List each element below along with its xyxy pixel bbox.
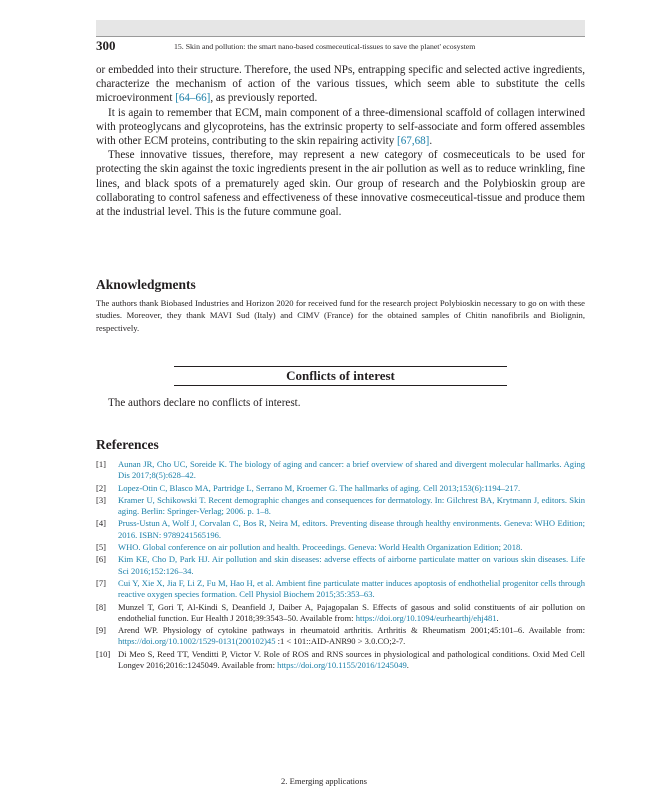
reference-text[interactable]: Pruss-Ustun A, Wolf J, Corvalan C, Bos R, Neira M, editors. Preventing disease through healthy environments. Geneva: WHO Edition; 2016. ISBN: 9789241565196. [118,518,585,540]
citation-link[interactable]: [64–66] [175,92,211,105]
paragraph-1-tail: , as previously reported. [210,92,318,105]
reference-text[interactable]: Lopez-Otin C, Blasco MA, Partridge L, Serrano M, Kroemer G. The hallmarks of aging. Cell 2013;153(6):1194–217. [118,482,521,493]
reference-item [96,483,585,494]
reference-number: [1] [96,459,106,469]
reference-number: [4] [96,518,106,529]
reference-tail: :1 < 101::AID-ANR90 > 3.0.CO;2-7. [275,636,406,647]
reference-item [96,578,585,601]
paragraph-1-text: or embedded into their structure. Therefore, the used NPs, entrapping specific and selected active ingredients, characterize the mechanism of action of the various tissues, which seem able to substitute the cells microevironment [96,64,585,105]
reference-number: [10] [96,648,111,659]
body-text [96,63,585,219]
conflicts-heading: Conflicts of interest [286,368,395,383]
reference-text: Di Meo S, Reed TT, Venditti P, Victor V. Role of ROS and RNS sources in physiological and pathological conditions. Oxid Med Cell Longev 2016;2016::1245049. Available from: [118,648,585,671]
citation-link[interactable]: [67,68] [397,135,430,148]
footer-text: 2. Emerging applications [280,776,367,786]
paragraph-3: These innovative tissues, therefore, may represent a new category of cosmeceuticals to be used for protecting the skin against the toxic ingredients present in the air pollution as well as to reduce wrinkling, fine lines, and black spots of a prematurely aged skin. Our group of research and the Polybioskin group are collaborating to control safeness and effectiveness of these innovative cosmeceutical-tissue and produce them at the industrial level. This is the future commune goal. [96,149,585,219]
reference-tail: . [406,660,409,671]
paragraph-2 [96,106,585,149]
reference-number: [7] [96,577,106,588]
reference-item [96,625,585,648]
paragraph-1 [96,63,585,106]
reference-number: [2] [96,482,106,493]
acknowledgments-text: The authors thank Biobased Industries and Horizon 2020 for received fund for the research project Polybioskin necessary to go on with these studies. Moreover, they thank MAVI Sud (Italy) and CIMV (France) for the obtained samples of Chitin nanofibrils and Biolignin, respectively. [96,298,585,333]
reference-number: [8] [96,601,106,612]
reference-item [96,542,585,553]
reference-text: Arend WP. Physiology of cytokine pathways in rheumatoid arthritis. Arthritis & Rheumatism 2001;45:101–6. Available from: [118,625,585,636]
reference-number: [5] [96,542,106,553]
reference-text[interactable]: Kim KE, Cho D, Park HJ. Air pollution and skin diseases: adverse effects of airborne particulate matter on various skin diseases. Life Sci 2016;152:126–34. [118,554,585,576]
reference-text[interactable]: Aunan JR, Cho UC, Soreide K. The biology of aging and cancer: a brief overview of shared and divergent molecular hallmarks. Aging Dis 2017;8(5):628–42. [118,459,585,481]
paragraph-2-text: It is again to remember that ECM, main component of a three-dimensional scaffold of collagen interwined with proteoglycans and glycoproteins, has the extrinsic property to self-associate and form offered assembles with other ECM proteins, contributing to the skin repairing activity [96,106,585,148]
conflicts-text: The authors declare no conflicts of interest. [108,397,301,409]
paragraph-2-tail: . [429,135,433,148]
page-number: 300 [96,38,116,53]
reference-doi-link[interactable]: https://doi.org/10.1002/1529-0131(200102)45 [118,636,276,647]
header-bar [96,20,585,37]
reference-item [96,518,585,541]
references-heading: References [96,437,159,452]
reference-text[interactable]: WHO. Global conference on air pollution and health. Proceedings. Geneva: World Health Organization Edition; 2018. [118,542,523,553]
reference-doi-link[interactable]: https://doi.org/10.1155/2016/1245049 [277,660,407,671]
reference-item [96,495,585,518]
reference-item [96,554,585,577]
reference-text[interactable]: Cui Y, Xie X, Jia F, Li Z, Fu M, Hao H, et al. Ambient fine particulate matter induces apoptosis of endhothelial progenitor cells through reactive oxygen species formation. Cell Physiol Biochem 2015;35:353–63. [118,577,585,600]
reference-number: [3] [96,494,106,505]
reference-list [96,459,585,672]
reference-tail: . [496,612,499,623]
reference-number: [9] [96,625,106,636]
acknowledgments-heading: Aknowledgments [96,277,196,292]
coi-rule-top [174,366,507,367]
reference-item [96,459,585,482]
coi-rule-bottom [174,385,507,386]
reference-doi-link[interactable]: https://doi.org/10.1094/eurhearthj/ehj481 [355,612,497,623]
reference-text: Munzel T, Gori T, Al-Kindi S, Deanfield J, Daiber A, Pajagopalan S. Effects of gasous and solid constituents of air pollution on endothelial function. Eur Health J 2018;39:3543–50. Available from: [118,601,585,623]
running-title: 15. Skin and pollution: the smart nano-based cosmeceutical-tissues to save the planet' ecosystem [174,42,476,51]
reference-text[interactable]: Kramer U, Schikowski T. Recent demographic changes and consequences for dermatology. In: Gilchrest BA, Krytmann J, editors. Skin aging. Berlin: Springer-Verlag; 2006. p. 1–8. [118,494,585,517]
reference-item [96,602,585,625]
reference-item [96,649,585,672]
reference-number: [6] [96,554,106,565]
